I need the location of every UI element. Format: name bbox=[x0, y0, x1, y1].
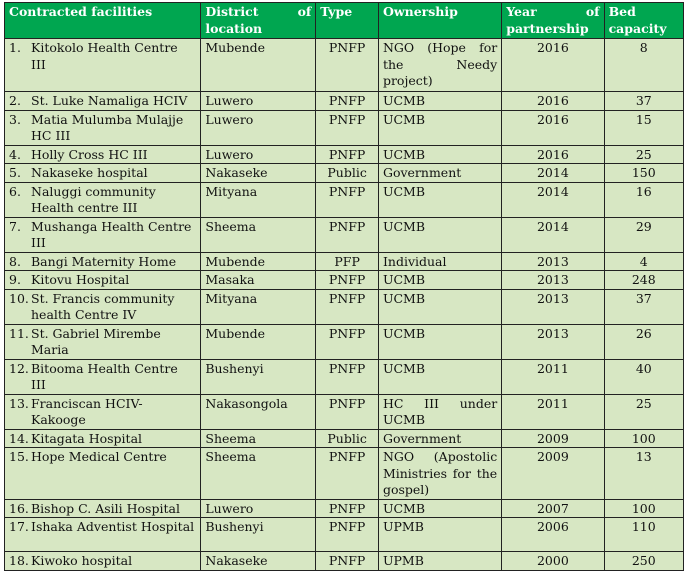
cell-facility bbox=[5, 164, 201, 183]
cell-district: Nakaseke bbox=[201, 164, 316, 183]
cell-bed-capacity: 100 bbox=[604, 429, 683, 448]
row-number: 7. bbox=[9, 218, 21, 234]
cell-bed-capacity: 15 bbox=[604, 110, 683, 145]
cell-type: Public bbox=[316, 164, 379, 183]
row-number: 3. bbox=[9, 111, 21, 127]
cell-year: 2013 bbox=[502, 324, 604, 359]
cell-bed-capacity: 4 bbox=[604, 252, 683, 271]
header-year: Year of partnership bbox=[502, 3, 604, 39]
cell-district: Sheema bbox=[201, 217, 316, 252]
cell-facility bbox=[5, 145, 201, 164]
cell-ownership: UCMB bbox=[378, 92, 501, 111]
cell-bed-capacity: 29 bbox=[604, 217, 683, 252]
cell-year: 2014 bbox=[502, 217, 604, 252]
facility-name: Mushanga Health Centre III bbox=[31, 218, 192, 250]
table-row bbox=[5, 164, 684, 183]
cell-bed-capacity: 110 bbox=[604, 518, 683, 552]
table-row bbox=[5, 182, 684, 217]
cell-bed-capacity: 37 bbox=[604, 289, 683, 324]
cell-bed-capacity: 25 bbox=[604, 394, 683, 429]
cell-year: 2016 bbox=[502, 39, 604, 92]
cell-facility bbox=[5, 182, 201, 217]
cell-year: 2009 bbox=[502, 429, 604, 448]
facility-name: Matia Mulumba Mulajje HC III bbox=[31, 111, 184, 143]
cell-ownership: UCMB bbox=[378, 182, 501, 217]
cell-facility bbox=[5, 252, 201, 271]
cell-facility bbox=[5, 92, 201, 111]
facility-name: Bangi Maternity Home bbox=[31, 253, 177, 269]
row-number: 9. bbox=[9, 272, 21, 287]
facility-name: Naluggi community Health centre III bbox=[31, 183, 156, 215]
facility-name: Ishaka Adventist Hospital bbox=[31, 519, 195, 534]
cell-facility bbox=[5, 518, 201, 552]
cell-year: 2014 bbox=[502, 164, 604, 183]
cell-type: PNFP bbox=[316, 110, 379, 145]
cell-ownership: UCMB bbox=[378, 110, 501, 145]
cell-district: Bushenyi bbox=[201, 359, 316, 394]
facility-name: St. Francis community health Centre IV bbox=[31, 290, 175, 322]
cell-year: 2016 bbox=[502, 92, 604, 111]
cell-type: PNFP bbox=[316, 359, 379, 394]
table-row bbox=[5, 552, 684, 571]
cell-facility bbox=[5, 110, 201, 145]
cell-district: Mubende bbox=[201, 252, 316, 271]
facility-name: St. Luke Namaliga HCIV bbox=[31, 93, 188, 108]
facility-name: Kitokolo Health Centre III bbox=[31, 40, 178, 72]
facility-name: Kitovu Hospital bbox=[31, 272, 130, 287]
table-row bbox=[5, 271, 684, 290]
cell-type: PNFP bbox=[316, 289, 379, 324]
facility-name: St. Gabriel Mirembe Maria bbox=[31, 325, 161, 357]
facility-name: Bishop C. Asili Hospital bbox=[31, 500, 180, 516]
cell-facility bbox=[5, 448, 201, 500]
cell-district: Luwero bbox=[201, 145, 316, 164]
cell-district: Nakaseke bbox=[201, 552, 316, 571]
cell-type: PNFP bbox=[316, 92, 379, 111]
cell-year: 2006 bbox=[502, 518, 604, 552]
cell-ownership: UCMB bbox=[378, 289, 501, 324]
cell-type: PNFP bbox=[316, 182, 379, 217]
cell-district: Mubende bbox=[201, 39, 316, 92]
cell-type: PNFP bbox=[316, 324, 379, 359]
cell-facility bbox=[5, 39, 201, 92]
cell-year: 2016 bbox=[502, 145, 604, 164]
cell-facility bbox=[5, 217, 201, 252]
cell-facility bbox=[5, 359, 201, 394]
facility-name: Holly Cross HC III bbox=[31, 146, 148, 162]
cell-district: Luwero bbox=[201, 110, 316, 145]
table-row bbox=[5, 324, 684, 359]
cell-year: 2007 bbox=[502, 499, 604, 518]
facility-name: Nakaseke hospital bbox=[31, 165, 148, 180]
cell-facility bbox=[5, 271, 201, 290]
facility-name: Kiwoko hospital bbox=[31, 553, 133, 568]
document-page bbox=[4, 2, 684, 571]
cell-district: Sheema bbox=[201, 429, 316, 448]
cell-district: Luwero bbox=[201, 499, 316, 518]
table-row bbox=[5, 145, 684, 164]
cell-ownership: UCMB bbox=[378, 145, 501, 164]
cell-type: Public bbox=[316, 429, 379, 448]
cell-bed-capacity: 26 bbox=[604, 324, 683, 359]
row-number: 12. bbox=[9, 360, 29, 376]
cell-district: Nakasongola bbox=[201, 394, 316, 429]
cell-ownership: NGO (Apostolic Ministries for the gospel) bbox=[378, 448, 501, 500]
cell-year: 2011 bbox=[502, 394, 604, 429]
cell-bed-capacity: 150 bbox=[604, 164, 683, 183]
cell-type: PNFP bbox=[316, 552, 379, 571]
header-bed-capacity: Bed capacity bbox=[604, 3, 683, 39]
row-number: 5. bbox=[9, 165, 21, 180]
header-type: Type bbox=[316, 3, 379, 39]
row-number: 11. bbox=[9, 325, 29, 341]
contracted-facilities-table bbox=[4, 2, 684, 571]
table-row bbox=[5, 429, 684, 448]
cell-district: Mubende bbox=[201, 324, 316, 359]
row-number: 8. bbox=[9, 253, 21, 269]
cell-district: Masaka bbox=[201, 271, 316, 290]
table-row bbox=[5, 39, 684, 92]
table-row bbox=[5, 359, 684, 394]
cell-district: Sheema bbox=[201, 448, 316, 500]
facility-name: Franciscan HCIV-Kakooge bbox=[31, 395, 143, 427]
cell-facility bbox=[5, 552, 201, 571]
cell-year: 2013 bbox=[502, 252, 604, 271]
cell-ownership: UCMB bbox=[378, 324, 501, 359]
row-number: 14. bbox=[9, 430, 29, 446]
row-number: 1. bbox=[9, 40, 21, 55]
row-number: 10. bbox=[9, 290, 29, 306]
cell-type: PNFP bbox=[316, 394, 379, 429]
cell-district: Mityana bbox=[201, 182, 316, 217]
cell-ownership: UCMB bbox=[378, 217, 501, 252]
cell-bed-capacity: 25 bbox=[604, 145, 683, 164]
cell-type: PFP bbox=[316, 252, 379, 271]
facility-name: Hope Medical Centre bbox=[31, 449, 167, 464]
row-number: 2. bbox=[9, 93, 21, 108]
cell-year: 2009 bbox=[502, 448, 604, 500]
cell-facility bbox=[5, 394, 201, 429]
row-number: 13. bbox=[9, 395, 29, 411]
cell-type: PNFP bbox=[316, 271, 379, 290]
cell-type: PNFP bbox=[316, 145, 379, 164]
row-number: 4. bbox=[9, 146, 21, 162]
cell-bed-capacity: 37 bbox=[604, 92, 683, 111]
cell-type: PNFP bbox=[316, 448, 379, 500]
cell-type: PNFP bbox=[316, 518, 379, 552]
table-row bbox=[5, 499, 684, 518]
cell-bed-capacity: 8 bbox=[604, 39, 683, 92]
row-number: 6. bbox=[9, 183, 21, 199]
cell-year: 2016 bbox=[502, 110, 604, 145]
cell-bed-capacity: 100 bbox=[604, 499, 683, 518]
table-row bbox=[5, 92, 684, 111]
cell-bed-capacity: 13 bbox=[604, 448, 683, 500]
cell-year: 2000 bbox=[502, 552, 604, 571]
table-row bbox=[5, 289, 684, 324]
cell-ownership: UCMB bbox=[378, 271, 501, 290]
cell-ownership: HC III under UCMB bbox=[378, 394, 501, 429]
cell-type: PNFP bbox=[316, 499, 379, 518]
cell-facility bbox=[5, 429, 201, 448]
cell-district: Luwero bbox=[201, 92, 316, 111]
cell-bed-capacity: 40 bbox=[604, 359, 683, 394]
cell-bed-capacity: 248 bbox=[604, 271, 683, 290]
row-number: 18. bbox=[9, 553, 29, 568]
table-header-row bbox=[5, 3, 684, 39]
row-number: 16. bbox=[9, 500, 29, 516]
cell-year: 2013 bbox=[502, 271, 604, 290]
table-row bbox=[5, 394, 684, 429]
facility-name: Bitooma Health Centre III bbox=[31, 360, 178, 392]
cell-ownership: UPMB bbox=[378, 518, 501, 552]
cell-bed-capacity: 250 bbox=[604, 552, 683, 571]
header-district: District of location bbox=[201, 3, 316, 39]
header-ownership: Ownership bbox=[378, 3, 501, 39]
cell-year: 2011 bbox=[502, 359, 604, 394]
table-row bbox=[5, 518, 684, 552]
row-number: 17. bbox=[9, 519, 29, 534]
cell-ownership: UCMB bbox=[378, 499, 501, 518]
cell-facility bbox=[5, 499, 201, 518]
row-number: 15. bbox=[9, 449, 29, 464]
cell-district: Mityana bbox=[201, 289, 316, 324]
cell-year: 2013 bbox=[502, 289, 604, 324]
cell-type: PNFP bbox=[316, 217, 379, 252]
cell-ownership: UPMB bbox=[378, 552, 501, 571]
cell-year: 2014 bbox=[502, 182, 604, 217]
cell-ownership: Government bbox=[378, 429, 501, 448]
table-row bbox=[5, 110, 684, 145]
cell-ownership: UCMB bbox=[378, 359, 501, 394]
cell-type: PNFP bbox=[316, 39, 379, 92]
table-row bbox=[5, 252, 684, 271]
cell-facility bbox=[5, 289, 201, 324]
header-facility: Contracted facilities bbox=[5, 3, 201, 39]
table-row bbox=[5, 217, 684, 252]
cell-ownership: NGO (Hope for the Needy project) bbox=[378, 39, 501, 92]
cell-district: Bushenyi bbox=[201, 518, 316, 552]
cell-ownership: Individual bbox=[378, 252, 501, 271]
cell-facility bbox=[5, 324, 201, 359]
table-row bbox=[5, 448, 684, 500]
facility-name: Kitagata Hospital bbox=[31, 430, 143, 446]
cell-ownership: Government bbox=[378, 164, 501, 183]
cell-bed-capacity: 16 bbox=[604, 182, 683, 217]
